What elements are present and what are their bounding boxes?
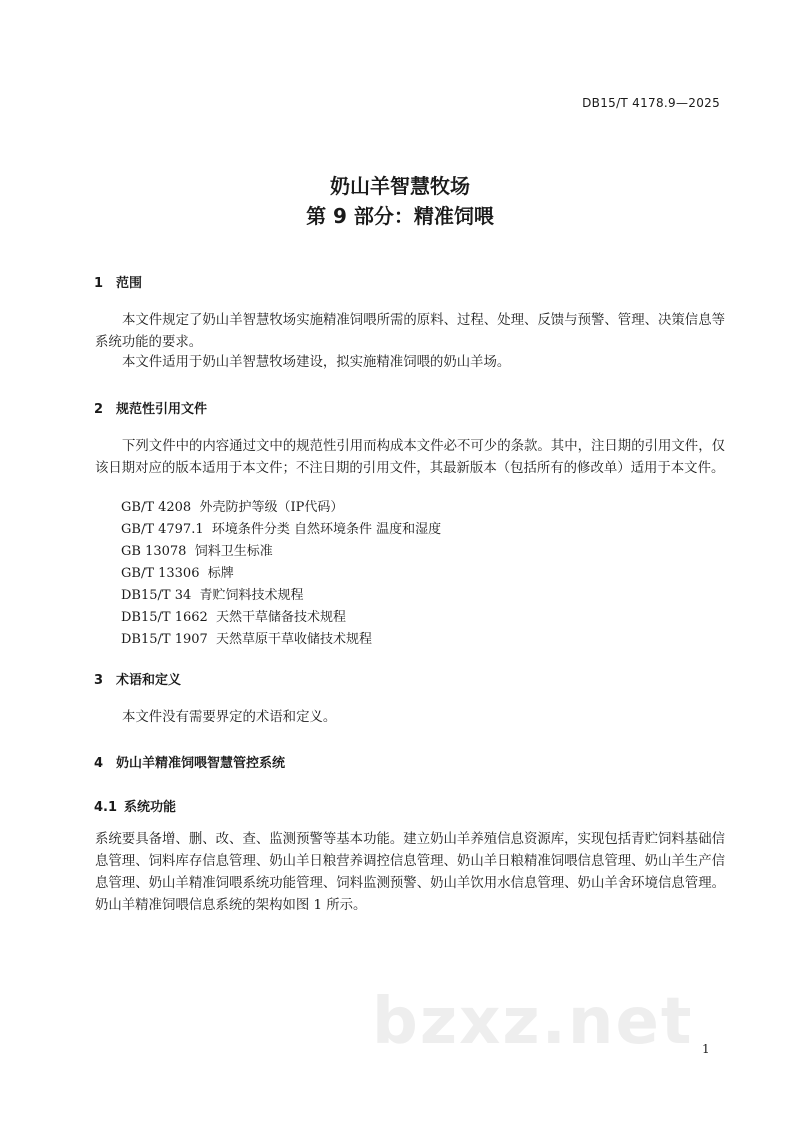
section-heading-normative-references	[94, 398, 207, 417]
section-number: 4	[94, 756, 104, 771]
reference-item: GB/T 13306 标牌	[121, 566, 234, 581]
subsection-number: 4.1	[94, 800, 118, 815]
page-number: 1	[702, 1042, 710, 1056]
reference-item: DB15/T 34 青贮饲料技术规程	[121, 588, 304, 603]
reference-item: GB/T 4797.1 环境条件分类 自然环境条件 温度和湿度	[121, 522, 442, 537]
paragraph: 下列文件中的内容通过文中的规范性引用而构成本文件必不可少的条款。其中，注日期的引用文件，仅该日期对应的版本适用于本文件；不注日期的引用文件，其最新版本（包括所有的修改单）适用于本文件。	[95, 439, 725, 476]
section-title: 奶山羊精准饲喂智慧管控系统	[116, 756, 286, 771]
document-number: DB15/T 4178.9—2025	[582, 96, 720, 110]
subsection-heading-system-functions	[94, 796, 176, 815]
section-number: 2	[94, 402, 104, 417]
reference-item: DB15/T 1907 天然草原干草收储技术规程	[121, 632, 373, 647]
section-number: 1	[94, 276, 104, 291]
section-heading-scope	[94, 272, 142, 291]
paragraph: 本文件规定了奶山羊智慧牧场实施精准饲喂所需的原料、过程、处理、反馈与预警、管理、决策信息等系统功能的要求。	[95, 313, 725, 350]
paragraph: 本文件适用于奶山羊智慧牧场建设，拟实施精准饲喂的奶山羊场。	[122, 355, 511, 370]
section-number: 3	[94, 673, 104, 688]
paragraph: 系统要具备增、删、改、查、监测预警等基本功能。建立奶山羊养殖信息资源库，实现包括青贮饲料基础信息管理、饲料库存信息管理、奶山羊日粮营养调控信息管理、奶山羊日粮精准饲喂信息管理、奶山羊生产信息管理、奶山羊精准饲喂系统功能管理、饲料监测预警、奶山羊饮用水信息管理、奶山羊舍环境信息管理。奶山羊精准饲喂信息系统的架构如图 1 所示。	[95, 832, 725, 913]
section-title: 规范性引用文件	[116, 402, 208, 417]
reference-item: DB15/T 1662 天然干草储备技术规程	[121, 610, 347, 625]
section-title: 范围	[116, 276, 143, 291]
reference-item: GB 13078 饲料卫生标准	[121, 544, 273, 559]
section-heading-terms	[94, 669, 181, 688]
section-title: 术语和定义	[116, 673, 182, 688]
document-title: 奶山羊智慧牧场	[330, 174, 470, 198]
section-heading-system	[94, 752, 285, 771]
watermark: bzxz.net	[372, 985, 694, 1059]
reference-item: GB/T 4208 外壳防护等级（IP代码）	[121, 500, 344, 515]
paragraph: 本文件没有需要界定的术语和定义。	[122, 710, 337, 725]
document-subtitle: 第 9 部分：精准饲喂	[306, 204, 494, 228]
subsection-title: 系统功能	[124, 800, 177, 815]
